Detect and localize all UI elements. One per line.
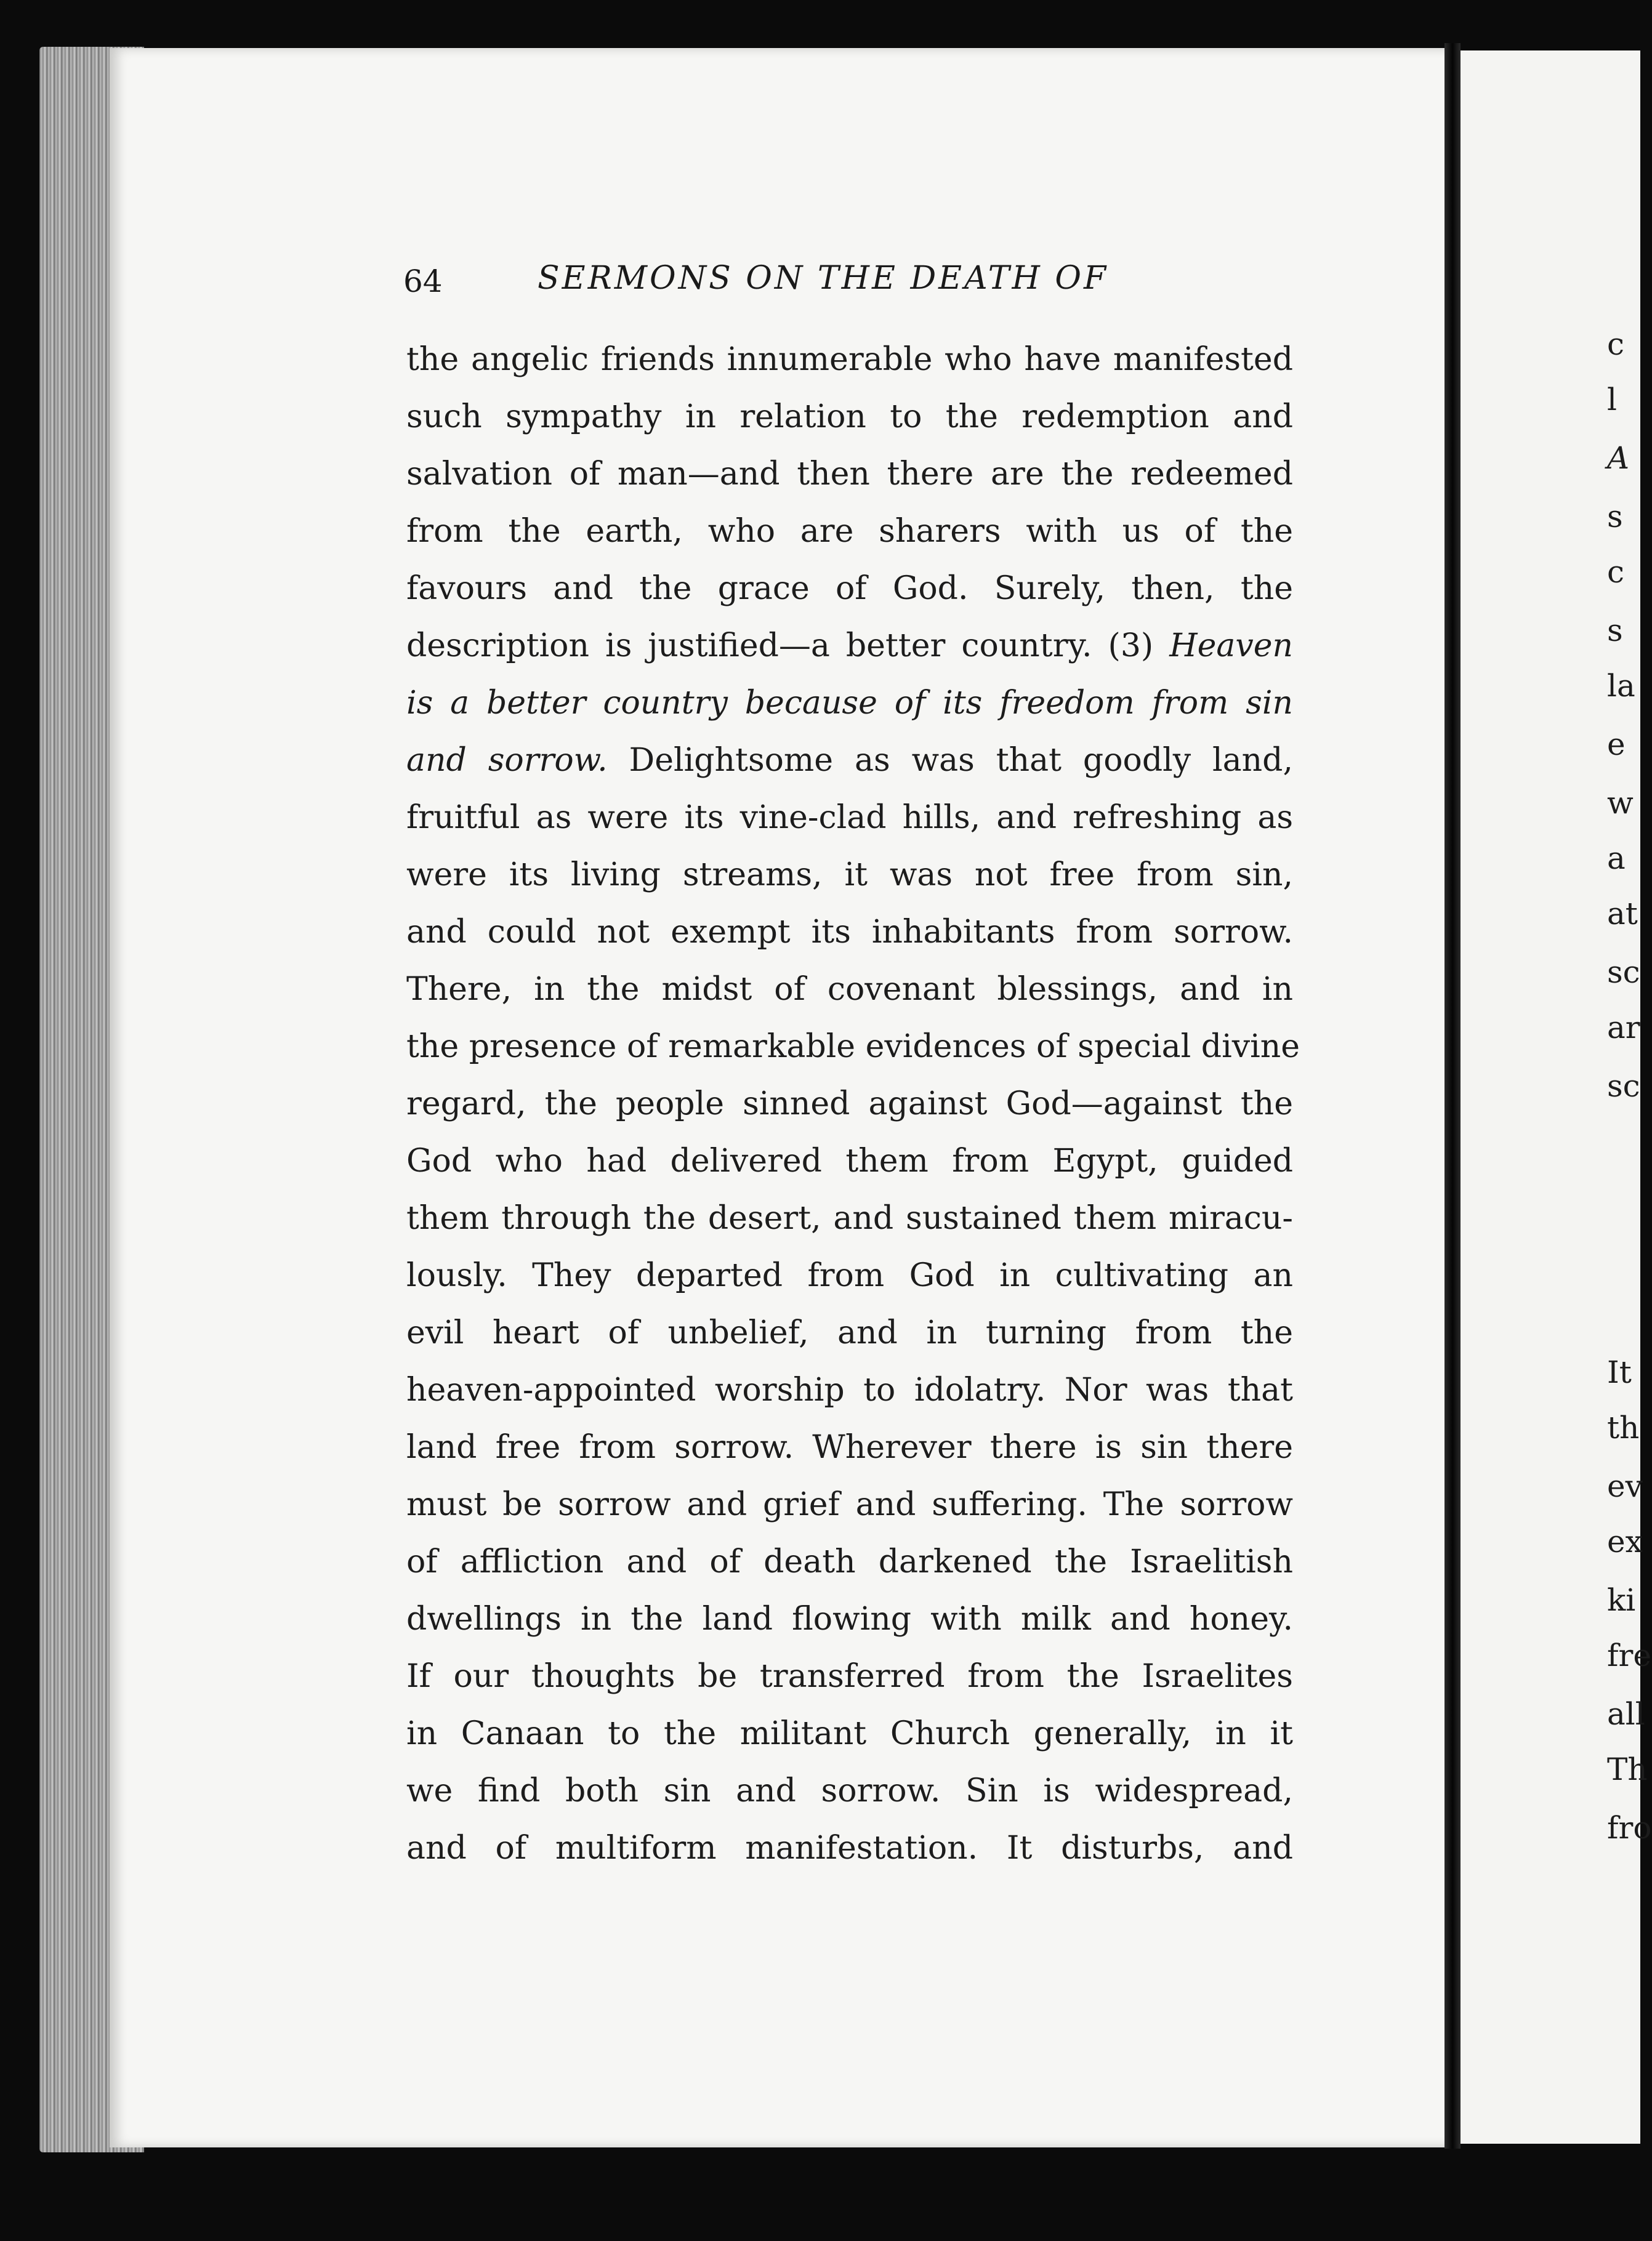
text-line: the angelic friends innumerable who have manifested <box>406 341 1293 378</box>
text-line: were its living streams, it was not free from sin, <box>406 856 1293 893</box>
right-page-fragment: c <box>1607 554 1625 590</box>
text-line: of affliction and of death darkened the Israelitish <box>406 1543 1293 1580</box>
text-line: evil heart of unbelief, and in turning from the <box>406 1314 1293 1351</box>
text-line: dwellings in the land flowing with milk and honey. <box>406 1601 1293 1638</box>
right-page-fragment: fro <box>1607 1810 1652 1846</box>
text-line: favours and the grace of God. Surely, then, the <box>406 570 1293 607</box>
text-line: regard, the people sinned against God—against the <box>406 1085 1293 1122</box>
right-page-fragment: A <box>1607 440 1630 476</box>
text-line: and of multiform manifestation. It disturbs, and <box>406 1830 1293 1867</box>
right-page-fragment: th <box>1607 1410 1640 1446</box>
text-line: If our thoughts be transferred from the Israelites <box>406 1658 1293 1695</box>
text-line: land free from sorrow. Wherever there is sin there <box>406 1429 1293 1466</box>
right-page-fragment: w <box>1607 785 1634 821</box>
right-page-fragment: e <box>1607 726 1626 762</box>
right-page-fragment: a <box>1607 840 1626 876</box>
right-page-fragment: ex <box>1607 1524 1643 1559</box>
text-line: and sorrow. Delightsome as was that goodly land, <box>406 742 1293 779</box>
page-number: 64 <box>403 264 443 299</box>
body-text <box>406 331 1300 1877</box>
right-page-fragment: all <box>1607 1696 1645 1732</box>
text-line: God who had delivered them from Egypt, guided <box>406 1143 1293 1180</box>
right-page-fragment: ar <box>1607 1010 1640 1045</box>
right-page-fragment: ki <box>1607 1582 1636 1618</box>
right-page-fragment: sc <box>1607 954 1640 990</box>
right-page-fragment: at <box>1607 896 1638 931</box>
page-header <box>403 260 1142 307</box>
right-page-fragment: c <box>1607 326 1625 362</box>
text-line: such sympathy in relation to the redemption and <box>406 398 1293 435</box>
right-page-fragment: ev <box>1607 1468 1643 1504</box>
text-line: There, in the midst of covenant blessings, and in <box>406 971 1293 1008</box>
right-page-fragment: la <box>1607 668 1635 704</box>
text-line: heaven-appointed worship to idolatry. Nor was that <box>406 1372 1293 1409</box>
text-line: lously. They departed from God in cultivating an <box>406 1257 1293 1294</box>
text-line: the presence of remarkable evidences of special divine <box>406 1028 1300 1065</box>
text-line: salvation of man—and then there are the redeemed <box>406 456 1293 493</box>
book-gutter <box>1444 43 1461 2149</box>
right-page-fragment: s <box>1607 613 1623 648</box>
text-line: description is justified—a better country. (3) Heaven <box>406 627 1293 664</box>
text-line: fruitful as were its vine-clad hills, and refreshing as <box>406 799 1293 836</box>
text-line: and could not exempt its inhabitants from sorrow. <box>406 914 1293 951</box>
right-page-fragment: l <box>1607 382 1617 417</box>
text-line: in Canaan to the militant Church generally, in it <box>406 1715 1293 1752</box>
text-line: them through the desert, and sustained them miracu- <box>406 1200 1293 1237</box>
text-line: is a better country because of its freedom from sin <box>406 685 1293 722</box>
text-line: must be sorrow and grief and suffering. The sorrow <box>406 1486 1293 1523</box>
right-page-fragment: Th <box>1607 1752 1648 1787</box>
right-page-fragment: fre <box>1607 1638 1651 1673</box>
text-line: from the earth, who are sharers with us of the <box>406 513 1293 550</box>
right-page-fragment: sc <box>1607 1068 1640 1104</box>
running-title: SERMONS ON THE DEATH OF <box>538 260 1109 297</box>
text-line: we find both sin and sorrow. Sin is widespread, <box>406 1772 1293 1809</box>
right-page-fragment: It <box>1607 1354 1632 1390</box>
right-page-fragment: s <box>1607 499 1623 534</box>
